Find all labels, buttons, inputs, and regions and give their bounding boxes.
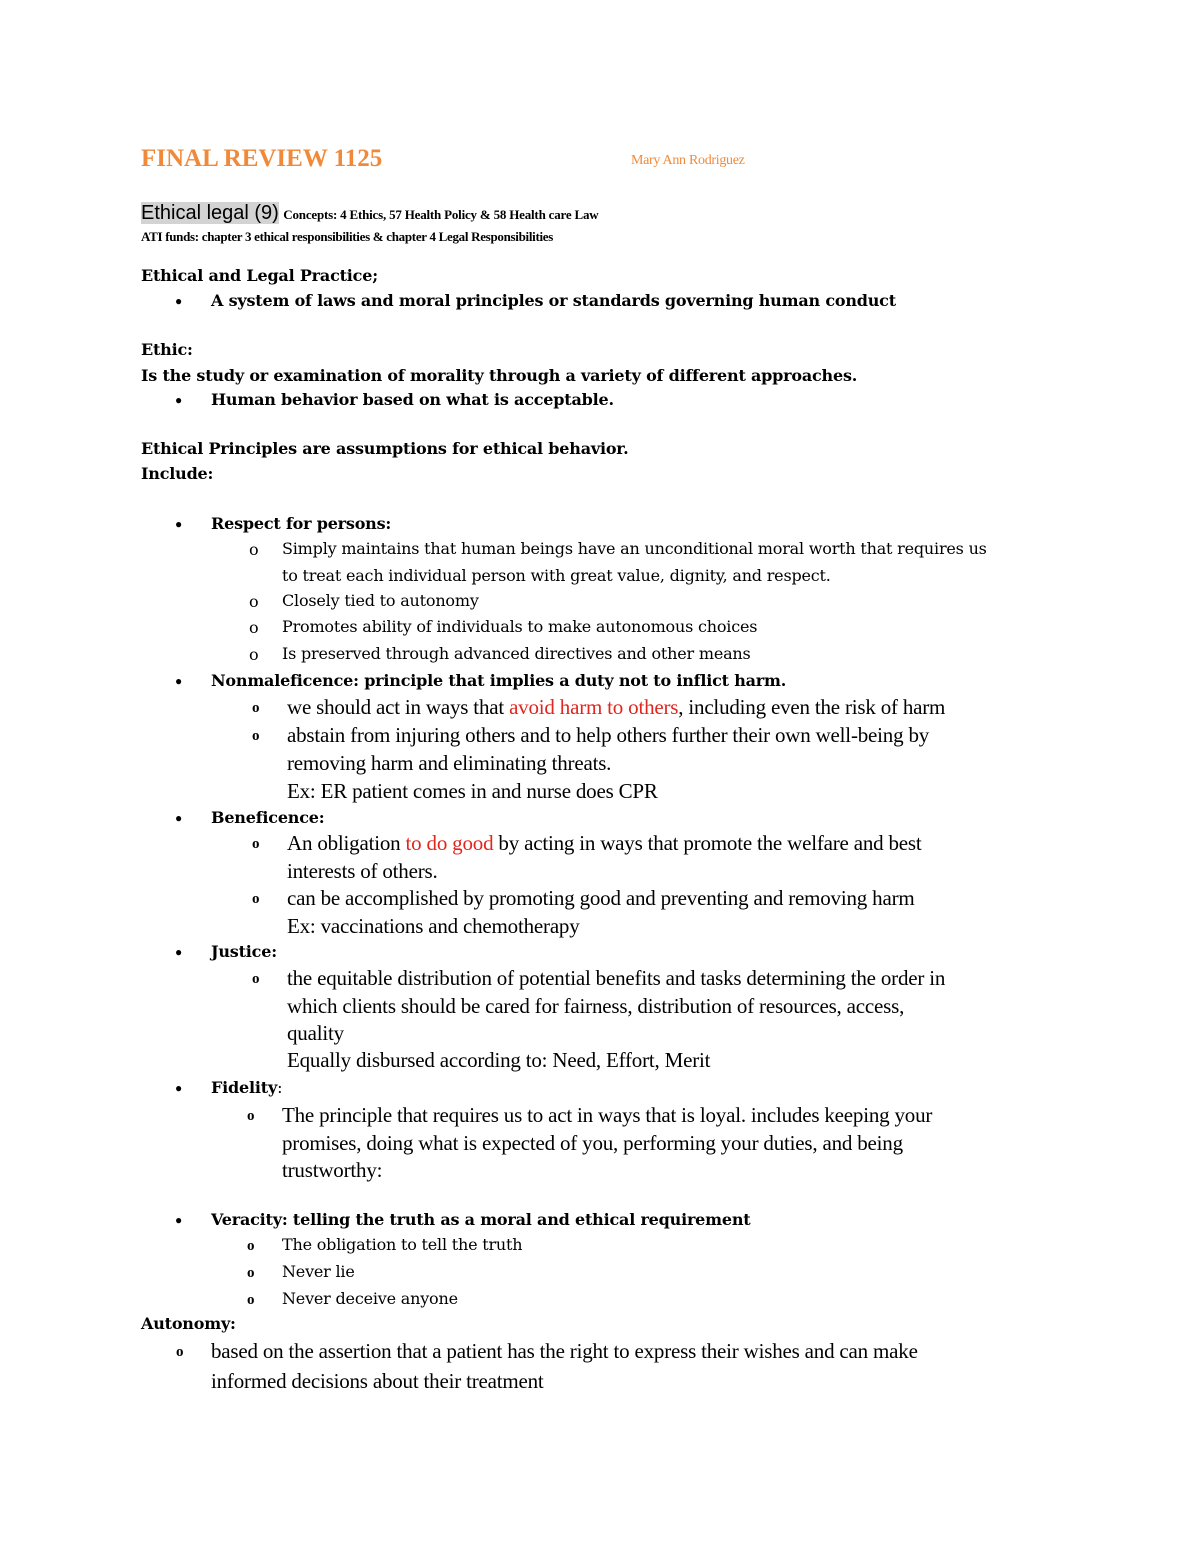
sub-bullet-icon: o (249, 618, 259, 637)
beneficence-item: An obligation to do good by acting in ways that promote the welfare and best (287, 831, 922, 855)
fidelity-item-cont: promises, doing what is expected of you, performing your duties, and being (282, 1131, 903, 1155)
justice-item: the equitable distribution of potential benefits and tasks determining the order in (287, 966, 946, 990)
beneficence-label: Beneficence: (211, 808, 325, 827)
ethic-definition: Is the study or examination of morality through a variety of different approaches. (141, 366, 858, 385)
bullet-icon: ● (175, 294, 183, 308)
section-concepts: Concepts: 4 Ethics, 57 Health Policy & 58 Health care Law (283, 207, 599, 222)
nonmaleficence-example: Ex: ER patient comes in and nurse does CPR (287, 779, 658, 803)
sub-bullet-icon: o (247, 1108, 255, 1124)
nonmaleficence-item: we should act in ways that avoid harm to others, including even the risk of harm (287, 695, 946, 719)
nonmaleficence-item-cont: removing harm and eliminating threats. (287, 751, 612, 775)
fidelity-item-cont: trustworthy: (282, 1158, 383, 1182)
sub-bullet-icon: o (249, 540, 259, 559)
bullet-icon: ● (175, 517, 183, 531)
sub-bullet-icon: o (247, 1238, 255, 1254)
bullet-icon: ● (175, 1081, 183, 1095)
respect-item-cont: to treat each individual person with great value, dignity, and respect. (282, 566, 831, 585)
sub-bullet-icon: o (252, 971, 260, 987)
fidelity-item: The principle that requires us to act in ways that is loyal. includes keeping your (282, 1103, 933, 1127)
respect-item: Closely tied to autonomy (282, 591, 479, 610)
justice-note: Equally disbursed according to: Need, Effort, Merit (287, 1048, 711, 1072)
nonmaleficence-label: Nonmaleficence: principle that implies a duty not to inflict harm. (211, 671, 787, 690)
bullet-icon: ● (175, 945, 183, 959)
section-heading-line (141, 202, 598, 225)
sub-bullet-icon: o (249, 592, 259, 611)
respect-item: Is preserved through advanced directives and other means (282, 644, 751, 663)
beneficence-example: Ex: vaccinations and chemotherapy (287, 914, 580, 938)
bullet-icon: ● (175, 811, 183, 825)
sub-bullet-icon: o (252, 836, 260, 852)
section-ati-reference: ATI funds: chapter 3 ethical responsibilities & chapter 4 Legal Responsibilities (141, 229, 554, 244)
veracity-item: Never deceive anyone (282, 1289, 458, 1308)
document-title: FINAL REVIEW 1125 (141, 145, 383, 172)
justice-label: Justice: (211, 942, 277, 961)
respect-label: Respect for persons: (211, 514, 392, 533)
sub-bullet-icon: o (247, 1265, 255, 1281)
beneficence-item: can be accomplished by promoting good and preventing and removing harm (287, 886, 915, 910)
sub-bullet-icon: o (252, 728, 260, 744)
fidelity-label: Fidelity: (211, 1078, 283, 1097)
autonomy-item-cont: informed decisions about their treatment (211, 1369, 544, 1393)
justice-item-cont: quality (287, 1021, 344, 1045)
justice-item-cont: which clients should be cared for fairness, distribution of resources, access, (287, 994, 905, 1018)
principles-include: Include: (141, 464, 214, 483)
principles-intro: Ethical Principles are assumptions for ethical behavior. (141, 439, 629, 458)
sub-bullet-icon: o (252, 891, 260, 907)
veracity-label: Veracity: telling the truth as a moral and ethical requirement (211, 1210, 751, 1229)
ethic-heading: Ethic: (141, 340, 193, 359)
sub-bullet-icon: o (247, 1292, 255, 1308)
respect-item: Simply maintains that human beings have an unconditional moral worth that requires us (282, 539, 987, 558)
autonomy-label: Autonomy: (141, 1314, 236, 1333)
sub-bullet-icon: o (176, 1344, 184, 1360)
bullet-icon: ● (175, 393, 183, 407)
ethic-bullet: Human behavior based on what is acceptable. (211, 390, 614, 409)
nonmaleficence-item: abstain from injuring others and to help others further their own well-being by (287, 723, 930, 747)
veracity-item: The obligation to tell the truth (282, 1235, 523, 1254)
veracity-item: Never lie (282, 1262, 355, 1281)
practice-bullet: A system of laws and moral principles or standards governing human conduct (211, 291, 896, 310)
respect-item: Promotes ability of individuals to make autonomous choices (282, 617, 758, 636)
author-name: Mary Ann Rodriguez (631, 153, 745, 168)
practice-heading: Ethical and Legal Practice; (141, 266, 378, 285)
bullet-icon: ● (175, 674, 183, 688)
beneficence-item-cont: interests of others. (287, 859, 438, 883)
sub-bullet-icon: o (252, 700, 260, 716)
bullet-icon: ● (175, 1213, 183, 1227)
section-heading: Ethical legal (9) (141, 202, 279, 224)
autonomy-item: based on the assertion that a patient has the right to express their wishes and can make (211, 1339, 918, 1363)
sub-bullet-icon: o (249, 645, 259, 664)
